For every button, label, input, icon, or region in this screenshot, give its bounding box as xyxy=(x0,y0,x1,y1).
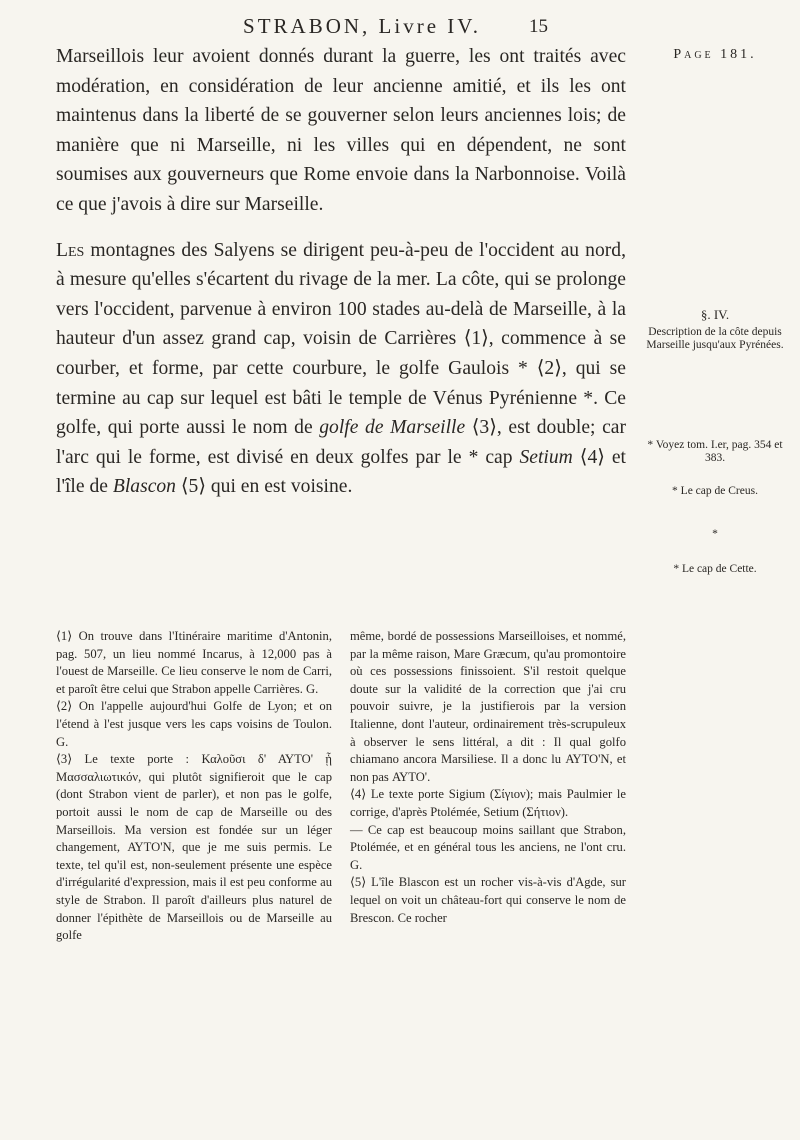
footnote: même, bordé de possessions Marseilloises, et nommé, par la même raison, Mare Græcum, qu'au promontoire où ces possessions finissoient. S'il restoit quelque doute sur la validité de la correction que j'ai cru pouvoir suivre, je la justifierois par la version Italienne, dont l'auteur, ordinairement très-scrupuleux à observer le sens littéral, a dit : Il qual golfo chiamano ancora Marsiliese. Il a donc lu ΑΥΤΟ'Ν, et non pas ΑΥΤΟ'. xyxy=(350,629,626,784)
footnote: ⟨2⟩ On l'appelle aujourd'hui Golfe de Lyon; et on l'étend à l'est jusque vers les caps voisins de Toulon. G. xyxy=(56,699,332,749)
italic-term: golfe de Marseille xyxy=(319,417,466,439)
paragraph: Marseillois leur avoient donnés durant la guerre, les ont traités avec modération, en considération de leur ancienne amitié, et ils les ont maintenus dans la liberté de se gouverner selon leurs anciennes lois; de manière que ni Marseille, ni les villes qui en dépendent, ne sont soumises aux gouverneurs que Rome envoie dans la Narbonnoise. Voilà ce que j'avois à dire sur Marseille. xyxy=(56,46,626,215)
margin-section-number: §. IV. xyxy=(700,307,730,322)
footnote: ⟨5⟩ L'île Blascon est un rocher vis-à-vis d'Agde, sur lequel on voit un château-fort qui conserve le nom de Brescon. Ce rocher xyxy=(350,875,626,925)
main-text xyxy=(56,42,626,502)
footnotes xyxy=(56,628,626,945)
italic-term: Blascon xyxy=(112,476,176,498)
italic-term: Setium xyxy=(519,446,573,468)
paragraph-text: ⟨4⟩ et l'île de xyxy=(56,446,626,498)
paragraph-text: montagnes des Salyens se dirigent peu-à-peu de l'occident au nord, à mesure qu'elles s'écartent du rivage de la mer. La côte, qui se prolonge vers l'occident, parvenue à environ 100 stades au-delà de Marseille, à la hauteur d'un assez grand cap, voisin de Carrières ⟨1⟩, commence à se courber, et forme, par cette courbure, le golfe Gaulois * ⟨2⟩, qui se termine au cap sur lequel est bâti le temple de Vénus Pyrénienne *. xyxy=(56,239,626,409)
margin-note: * Le cap de Creus. xyxy=(672,485,758,497)
margin-note-reference: * Voyez tom. I.er, pag. 354 et 383. xyxy=(647,439,783,464)
margin-note-asterisk: * xyxy=(712,528,718,540)
margin-page-ref: Page 181. xyxy=(673,47,757,62)
paragraph-lead-word: Les xyxy=(56,239,85,261)
paragraph xyxy=(56,236,626,502)
paragraph-text: Ce golfe, qui porte aussi le nom de xyxy=(56,387,626,439)
paragraph-text: ⟨3⟩, est double; car l'arc qui le forme, est divisé en deux golfes par le * cap xyxy=(56,417,627,468)
margin-section-description: Description de la côte depuis Marseille jusqu'aux Pyrénées. xyxy=(646,326,784,351)
footnotes-right-column xyxy=(350,628,626,945)
footnote: — Ce cap est beaucoup moins saillant que Strabon, Ptolémée, et en général tous les anciens, ne l'ont cru. G. xyxy=(350,822,626,872)
page-number: 15 xyxy=(529,16,548,37)
footnote: ⟨4⟩ Le texte porte Sigium (Σίγιον); mais Paulmier le corrige, d'après Ptolémée, Setium (Σήτιον). xyxy=(350,787,626,819)
margin-note: * Le cap de Cette. xyxy=(673,563,757,575)
running-head: STRABON, Livre IV. xyxy=(243,14,481,38)
footnote: ⟨1⟩ On trouve dans l'Itinéraire maritime d'Antonin, pag. 507, un lieu nommé Incarus, à 12,000 pas à l'ouest de Marseille. Ce lieu conserve le nom de Carri, et paroît être celui que Strabon appelle Carrières. G. xyxy=(56,629,332,696)
paragraph-text: ⟨5⟩ qui en est voisine. xyxy=(175,476,353,498)
footnote: ⟨3⟩ Le texte porte : Καλοῦσι δ' ΑΥΤΟ' ᾗ Μασσαλιωτικόν, qui plutôt signifieroit que le cap (dont Strabon vient de parler), et non pas le golfe, portoit aussi le nom de cap de Marseille ou des Marseillois. Ma version est fondée sur un léger changement, ΑΥΤΟ'Ν, que je me suis permis. Le texte, tel qu'il est, non-seulement présente une espèce d'irrégularité d'expression, mais il est peu conforme au style de Strabon. Il paroît d'ailleurs plus naturel de donner l'épithète de Marseillois ou de Marseille au golfe xyxy=(56,752,332,943)
footnotes-left-column xyxy=(56,628,332,945)
